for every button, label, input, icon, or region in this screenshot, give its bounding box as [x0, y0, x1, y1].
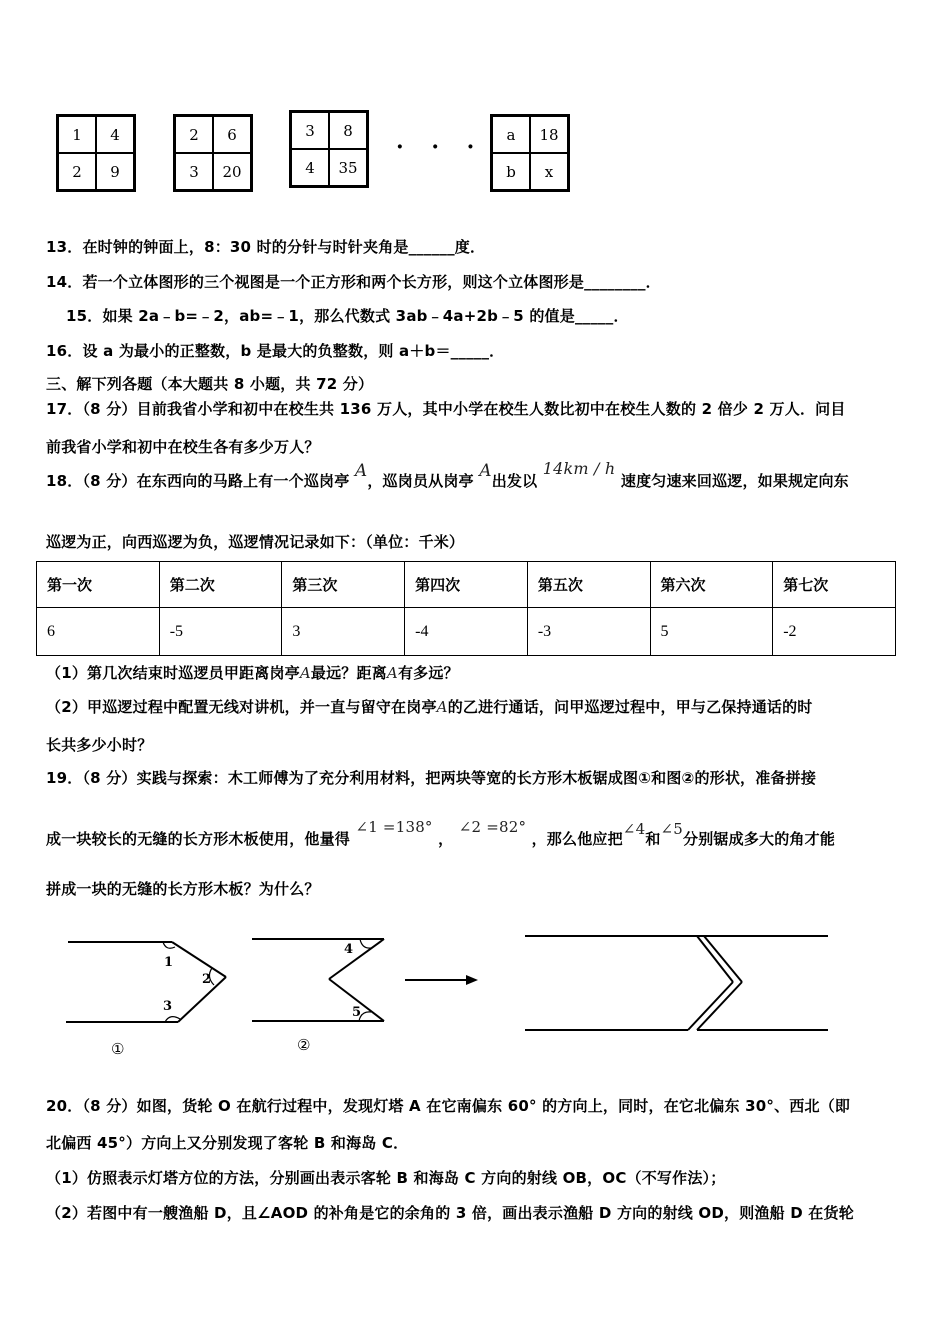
- q19-text: ，那么他应把: [531, 830, 623, 848]
- question-16: 16．设 a 为最小的正整数，b 是最大的负整数，则 a＋b＝_____．: [46, 342, 505, 360]
- q19-text: ，: [438, 830, 454, 848]
- question-20-sub1: （1）仿照表示灯塔方位的方法，分别画出表示客轮 B 和海岛 C 方向的射线 OB，OC（不写作法）；: [46, 1169, 726, 1187]
- q18-suffix: 速度匀速来回巡逻，如果规定向东: [620, 472, 849, 490]
- table-cell: -5: [159, 608, 282, 656]
- section-heading: 三、解下列各题（本大题共 8 小题，共 72 分）: [46, 375, 374, 393]
- grid-cell: 18: [530, 116, 568, 153]
- q18-sub1-text: 最远？距离: [310, 664, 387, 682]
- var-a: A: [299, 664, 311, 682]
- q18-mid1: ，巡岗员从岗亭: [367, 472, 474, 490]
- grid-cell: 8: [329, 112, 367, 149]
- table-header: 第三次: [282, 562, 405, 608]
- question-18-line2: 巡逻为正，向西巡逻为负，巡逻情况记录如下：（单位：千米）: [46, 533, 465, 551]
- q19-text: 分别锯成多大的角才能: [683, 830, 836, 848]
- number-grid-1: [56, 114, 136, 192]
- question-17-line1: 17．（8 分）目前我省小学和初中在校生共 136 万人，其中小学在校生人数比初中在校生人数的 2 倍少 2 万人．问目: [46, 400, 846, 418]
- angle-5-label: ∠5: [660, 820, 684, 838]
- question-18-sub1: [46, 662, 459, 683]
- question-20-sub2: （2）若图中有一艘渔船 D，且∠AOD 的补角是它的余角的 3 倍，画出表示渔船 D 方向的射线 OD，则渔船 D 在货轮: [46, 1204, 854, 1222]
- angle-label-5: 5: [352, 1005, 362, 1020]
- table-header: 第二次: [159, 562, 282, 608]
- question-13: 13．在时钟的钟面上，8：30 时的分针与时针夹角是______度．: [46, 238, 486, 256]
- grid-cell: 3: [291, 112, 329, 149]
- angle-label-2: 2: [202, 972, 212, 987]
- grid-cell: a: [492, 116, 530, 153]
- table-header: 第四次: [405, 562, 528, 608]
- question-19-line3: 拼成一块的无缝的长方形木板？为什么？: [46, 880, 320, 898]
- var-a: A: [354, 461, 368, 481]
- grid-cell: 35: [329, 149, 367, 186]
- table-header: 第六次: [650, 562, 773, 608]
- table-cell: 3: [282, 608, 405, 656]
- table-row: [37, 608, 896, 656]
- q19-text: 成一块较长的无缝的长方形木板使用，他量得: [46, 830, 351, 848]
- figure-1-caption: ①: [111, 1040, 125, 1058]
- number-grid-3: [289, 110, 369, 188]
- grid-cell: x: [530, 153, 568, 190]
- q18-prefix: 18．（8 分）在东西向的马路上有一个巡岗亭: [46, 472, 350, 490]
- var-a: A: [436, 698, 448, 716]
- q18-mid2: 出发以: [491, 472, 538, 490]
- table-cell: -2: [773, 608, 896, 656]
- angle-4-label: ∠4: [622, 820, 646, 838]
- number-grid-4: [490, 114, 570, 192]
- grid-cell: 9: [96, 153, 134, 190]
- patrol-record-table: [36, 561, 896, 656]
- table-header-row: [37, 562, 896, 608]
- wood-board-figure: [0, 925, 950, 1065]
- var-a: A: [479, 461, 492, 481]
- grid-cell: 4: [291, 149, 329, 186]
- table-cell: -3: [527, 608, 650, 656]
- grid-cell: 1: [58, 116, 96, 153]
- combined-board: [525, 936, 828, 1030]
- table-cell: -4: [405, 608, 528, 656]
- angle-2-value: ∠2 =82°: [458, 818, 527, 836]
- question-17-line2: 前我省小学和初中在校生各有多少万人？: [46, 438, 320, 456]
- question-18-line1: [46, 459, 849, 491]
- question-20-line1: 20．（8 分）如图，货轮 O 在航行过程中，发现灯塔 A 在它南偏东 60° 的方向上，同时，在它北偏东 30°、西北（即: [46, 1097, 851, 1115]
- figure-2-caption: ②: [297, 1036, 311, 1054]
- grid-cell: b: [492, 153, 530, 190]
- angle-1-value: ∠1 =138°: [355, 818, 433, 836]
- q18-sub1-text: （1）第几次结束时巡逻员甲距离岗亭: [46, 664, 300, 682]
- q18-sub2-text: 的乙进行通话，问甲巡逻过程中，甲与乙保持通话的时: [447, 698, 813, 716]
- number-grid-2: [173, 114, 253, 192]
- table-cell: 6: [37, 608, 160, 656]
- q19-text: 和: [645, 830, 661, 848]
- table-cell: 5: [650, 608, 773, 656]
- speed-value: 14km / h: [542, 459, 616, 478]
- figure-2-board: [252, 939, 384, 1021]
- q18-sub1-text: 有多远？: [397, 664, 459, 682]
- var-a: A: [386, 664, 398, 682]
- question-18-sub2: [46, 696, 813, 717]
- question-18-sub2-line2: 长共多少小时？: [46, 736, 153, 754]
- ellipsis: · · ·: [396, 134, 485, 160]
- angle-label-1: 1: [164, 955, 174, 970]
- grid-cell: 20: [213, 153, 251, 190]
- question-19-line1: 19．（8 分）实践与探索：木工师傅为了充分利用材料，把两块等宽的长方形木板锯成图①和图②的形状，准备拼接: [46, 769, 817, 787]
- grid-cell: 4: [96, 116, 134, 153]
- q18-sub2-text: （2）甲巡逻过程中配置无线对讲机，并一直与留守在岗亭: [46, 698, 437, 716]
- question-15: 15．如果 2a﹣b=﹣2，ab=﹣1，那么代数式 3ab﹣4a+2b﹣5 的值是_____．: [66, 307, 629, 325]
- question-20-line2: 北偏西 45°）方向上又分别发现了客轮 B 和海岛 C．: [46, 1134, 409, 1152]
- table-header: 第五次: [527, 562, 650, 608]
- grid-cell: 6: [213, 116, 251, 153]
- grid-cell: 3: [175, 153, 213, 190]
- angle-label-3: 3: [163, 999, 173, 1014]
- arrow-icon: [405, 975, 478, 985]
- grid-cell: 2: [175, 116, 213, 153]
- question-19-line2: [46, 818, 836, 849]
- table-header: 第一次: [37, 562, 160, 608]
- table-header: 第七次: [773, 562, 896, 608]
- angle-label-4: 4: [344, 942, 354, 957]
- grid-cell: 2: [58, 153, 96, 190]
- question-14: 14．若一个立体图形的三个视图是一个正方形和两个长方形，则这个立体图形是________．: [46, 273, 661, 291]
